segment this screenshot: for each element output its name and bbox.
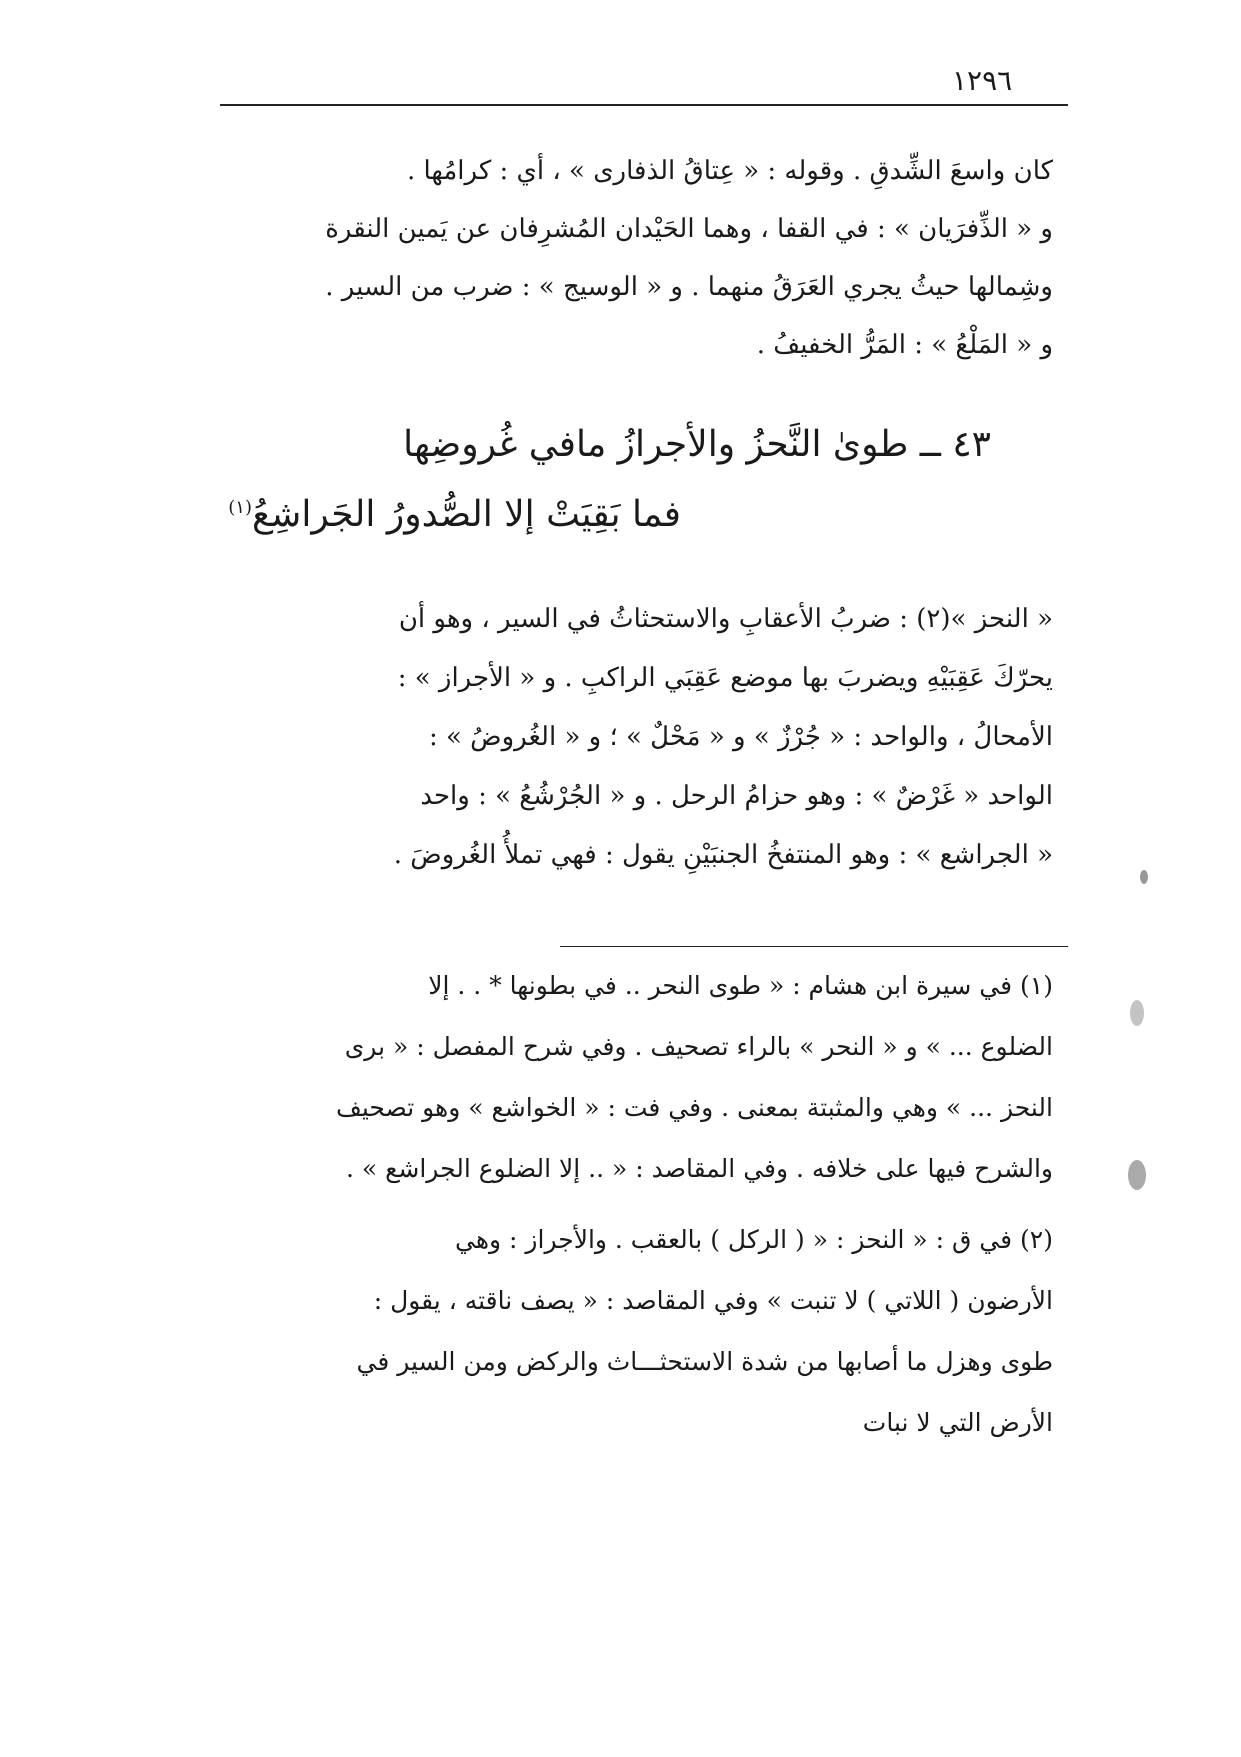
verse-second-text: فما بَقِيَتْ إلا الصُّدورُ الجَراشِعُ — [252, 494, 681, 535]
footnote-line: الأرض التي لا نبات — [862, 1408, 1053, 1437]
verse-second-hemistich — [228, 494, 681, 535]
commentary-line: « الجراشع » : وهو المنتفخُ الجنبَيْنِ يقول : فهي تملأُ الغُروضَ . — [393, 840, 1053, 870]
scan-speck — [1130, 1000, 1144, 1026]
footnote-spacer — [193, 1199, 1053, 1209]
commentary-line: و « المَلْعُ » : المَرُّ الخفيفُ . — [756, 330, 1053, 360]
footnote-line: النحز ... » وهي والمثبتة بمعنى . وفي فت : « الخواشع » وهو تصحيف — [335, 1093, 1053, 1122]
header-rule — [220, 104, 1068, 106]
commentary-main — [193, 590, 1053, 885]
commentary-top — [193, 142, 1053, 374]
footnote-separator — [560, 946, 1068, 947]
footnote-marker: (١) — [228, 497, 252, 518]
footnotes — [193, 955, 1053, 1453]
footnote-line: والشرح فيها على خلافه . وفي المقاصد : « .. إلا الضلوع الجراشع » . — [345, 1154, 1053, 1183]
footnote-line: (١) في سيرة ابن هشام : « طوى النحر .. في بطونها * . . إلا — [428, 971, 1053, 1000]
scan-speck — [1140, 870, 1148, 884]
verse-first-hemistich: ٤٣ ــ طوىٰ النَّحزُ والأجرازُ مافي غُروضِها — [403, 424, 991, 465]
page-number: ١٢٩٦ — [952, 64, 1013, 97]
footnote-line: طوى وهزل ما أصابها من شدة الاستحثـــاث والركض ومن السير في — [356, 1347, 1053, 1376]
footnote-line: الأرضون ( اللاتي ) لا تنبت » وفي المقاصد : « يصف ناقته ، يقول : — [373, 1286, 1053, 1315]
commentary-line: وشِمالها حيثُ يجري العَرَقُ منهما . و « الوسيج » : ضرب من السير . — [325, 272, 1053, 302]
commentary-line: و « الذِّفرَيان » : في القفا ، وهما الحَيْدان المُشرِفان عن يَمين النقرة — [325, 214, 1053, 244]
commentary-line: الأمحالُ ، والواحد : « جُرْزٌ » و « مَحْلٌ » ؛ و « الغُروضُ » : — [428, 722, 1053, 752]
scan-speck — [1128, 1160, 1146, 1190]
commentary-line: كان واسعَ الشِّدقِ . وقوله : « عِتاقُ الذفارى » ، أي : كرامُها . — [406, 156, 1053, 186]
commentary-line: « النحز »(٢) : ضربُ الأعقابِ والاستحثاثُ في السير ، وهو أن — [398, 604, 1053, 634]
footnote-line: (٢) في ق : « النحز : « ( الركل ) بالعقب . والأجراز : وهي — [455, 1225, 1053, 1254]
footnote-line: الضلوع ... » و « النحر » بالراء تصحيف . وفي شرح المفصل : « برى — [344, 1032, 1053, 1061]
commentary-line: يحرّكَ عَقِبَيْهِ ويضربَ بها موضع عَقِبَي الراكبِ . و « الأجراز » : — [397, 663, 1053, 693]
commentary-line: الواحد « غَرْضٌ » : وهو حزامُ الرحل . و « الجُرْشُعُ » : واحد — [420, 781, 1053, 811]
